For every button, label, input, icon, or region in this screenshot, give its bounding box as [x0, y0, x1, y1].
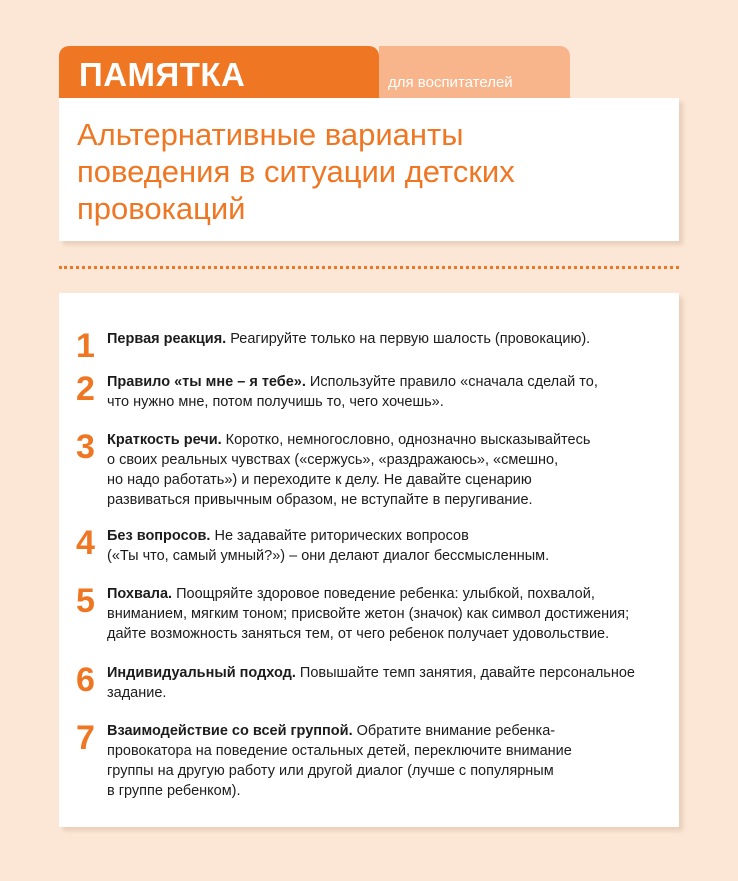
tip-number: 1: [76, 327, 95, 365]
tip-text-line: группы на другую работу или другой диалог (лучше с популярным: [107, 763, 554, 779]
tip-text: [107, 663, 635, 703]
tip-text: [107, 372, 598, 412]
tip-number: 2: [76, 370, 95, 408]
tip-number: 3: [76, 428, 95, 466]
tip-text-line: задание.: [107, 685, 167, 701]
page-title: [77, 116, 667, 227]
tip-lead: Правило «ты мне – я тебе».: [107, 374, 306, 390]
tip-text-line: Используйте правило «сначала сделай то,: [305, 374, 598, 390]
tip-lead: Взаимодействие со всей группой.: [107, 723, 353, 739]
tip-text: [107, 721, 572, 801]
tip-text: [107, 430, 590, 510]
memo-tab-label: ПАМЯТКА: [79, 56, 246, 93]
tip-text-line: что нужно мне, потом получишь то, чего хочешь».: [107, 394, 444, 410]
tip-text-line: Поощряйте здоровое поведение ребенка: улыбкой, похвалой,: [172, 586, 595, 602]
tip-text-line: дайте возможность заняться тем, от чего ребенок получает удовольствие.: [107, 626, 610, 642]
tip-text: [107, 329, 590, 349]
tip-text-line: («Ты что, самый умный?») – они делают диалог бессмысленным.: [107, 548, 550, 564]
dotted-divider: [59, 266, 679, 269]
tip-text-line: провокатора на поведение остальных детей, переключите внимание: [107, 743, 572, 759]
tip-number: 6: [76, 661, 95, 699]
tip-text-line: развиваться привычным образом, не вступайте в перугивание.: [107, 492, 533, 508]
tip-text-line: Повышайте темп занятия, давайте персональное: [295, 665, 635, 681]
tips-card: [59, 293, 679, 827]
tip-text-line: но надо работать») и переходите к делу. Не давайте сценарию: [107, 472, 532, 488]
tip-text-line: вниманием, мягким тоном; присвойте жетон (значок) как символ достижения;: [107, 606, 630, 622]
tip-number: 7: [76, 719, 95, 757]
tip-text-line: Не задавайте риторических вопросов: [210, 528, 469, 544]
tip-lead: Первая реакция.: [107, 331, 227, 347]
tip-text-line: в группе ребенком).: [107, 783, 241, 799]
tip-number: 4: [76, 524, 95, 562]
tip-number: 5: [76, 582, 95, 620]
tip-lead: Краткость речи.: [107, 432, 222, 448]
tip-text: [107, 526, 549, 566]
tip-lead: Индивидуальный подход.: [107, 665, 296, 681]
page-title-line: Альтернативные варианты: [77, 117, 464, 152]
tip-text-line: Коротко, немногословно, однозначно высказывайтесь: [221, 432, 591, 448]
page-title-line: поведения в ситуации детских: [77, 154, 515, 189]
page-title-line: провокаций: [77, 191, 246, 226]
memo-tab: [59, 46, 379, 98]
tip-text-line: Реагируйте только на первую шалость (провокацию).: [226, 331, 591, 347]
tip-lead: Похвала.: [107, 586, 173, 602]
audience-tab-label: для воспитателей: [388, 74, 513, 91]
title-card: [59, 98, 679, 241]
tip-text: [107, 584, 629, 644]
tip-text-line: о своих реальных чувствах («сержусь», «раздражаюсь», «смешно,: [107, 452, 559, 468]
audience-tab: [379, 46, 570, 98]
tip-text-line: Обратите внимание ребенка-: [352, 723, 556, 739]
tip-lead: Без вопросов.: [107, 528, 211, 544]
